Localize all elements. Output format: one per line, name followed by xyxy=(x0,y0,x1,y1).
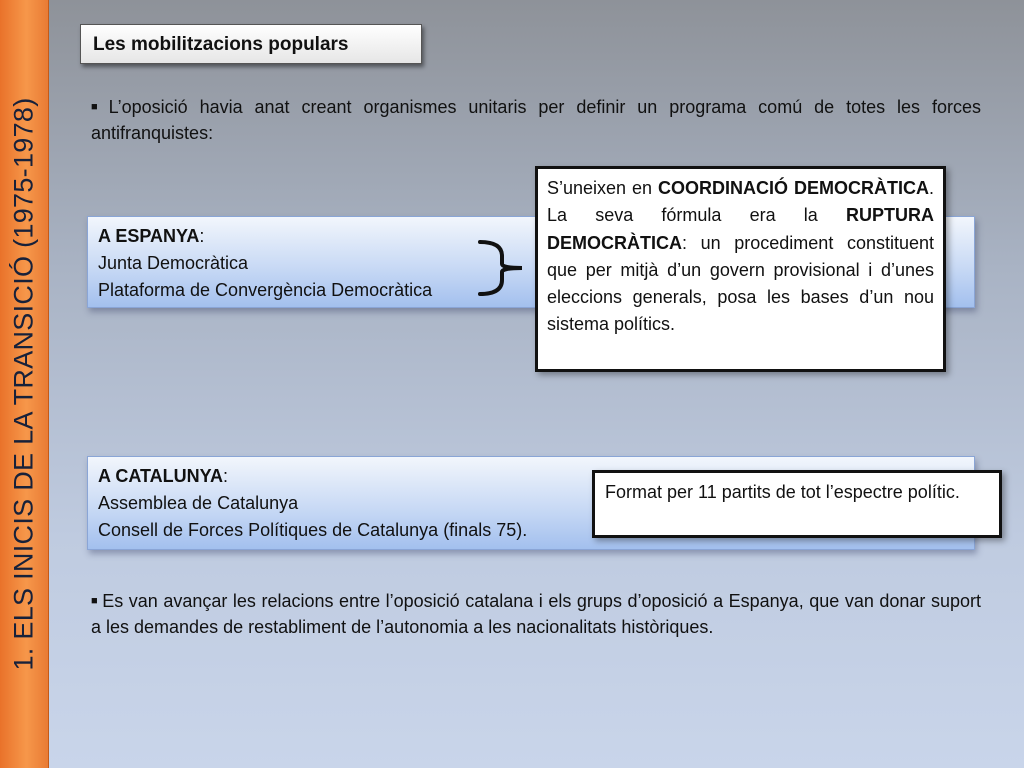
espanya-label: A ESPANYA xyxy=(98,226,200,246)
bullet-icon: ■ xyxy=(91,595,99,607)
espanya-callout xyxy=(535,166,946,372)
bullet-relations xyxy=(91,588,981,640)
callout-text: . La seva fórmula era la xyxy=(547,178,934,226)
bullet-icon: ■ xyxy=(91,101,105,113)
brace-icon xyxy=(476,238,536,298)
catalunya-callout: Format per 11 partits de tot l’espectre polític. xyxy=(592,470,1002,538)
bullet-intro-text: L’oposició havia anat creant organismes unitaris per definir un programa comú de totes les forces antifranquistes: xyxy=(91,97,981,143)
callout-emphasis: COORDINACIÓ DEMOCRÀTICA xyxy=(658,178,929,198)
callout-text: S’uneixen en xyxy=(547,178,659,198)
sidebar xyxy=(0,0,49,768)
callout-text: : un procediment constituent que per mitjà d’un govern provisional i d’unes eleccions generals, posa les bases d’un nou sistema polítics. xyxy=(547,232,934,335)
catalunya-item: Assemblea de Catalunya xyxy=(98,493,299,513)
espanya-item: Plataforma de Convergència Democràtica xyxy=(98,280,433,300)
slide-title: Les mobilitzacions populars xyxy=(80,24,422,64)
catalunya-colon: : xyxy=(223,466,229,486)
bullet-relations-text: Es van avançar les relacions entre l’oposició catalana i els grups d’oposició a Espanya, que van donar suport a les demandes de restabliment de l’autonomia a les nacionalitats històriques. xyxy=(91,591,981,637)
bullet-intro xyxy=(91,94,981,146)
espanya-item: Junta Democràtica xyxy=(98,253,249,273)
callout-emphasis: RUPTURA DEMOCRÀTICA xyxy=(547,205,934,253)
catalunya-item: Consell de Forces Polítiques de Catalunya (finals 75). xyxy=(98,520,528,540)
catalunya-label: A CATALUNYA xyxy=(98,466,223,486)
sidebar-title: 1. ELS INICIS DE LA TRANSICIÓ (1975-1978) xyxy=(8,97,39,671)
espanya-colon: : xyxy=(199,226,205,246)
